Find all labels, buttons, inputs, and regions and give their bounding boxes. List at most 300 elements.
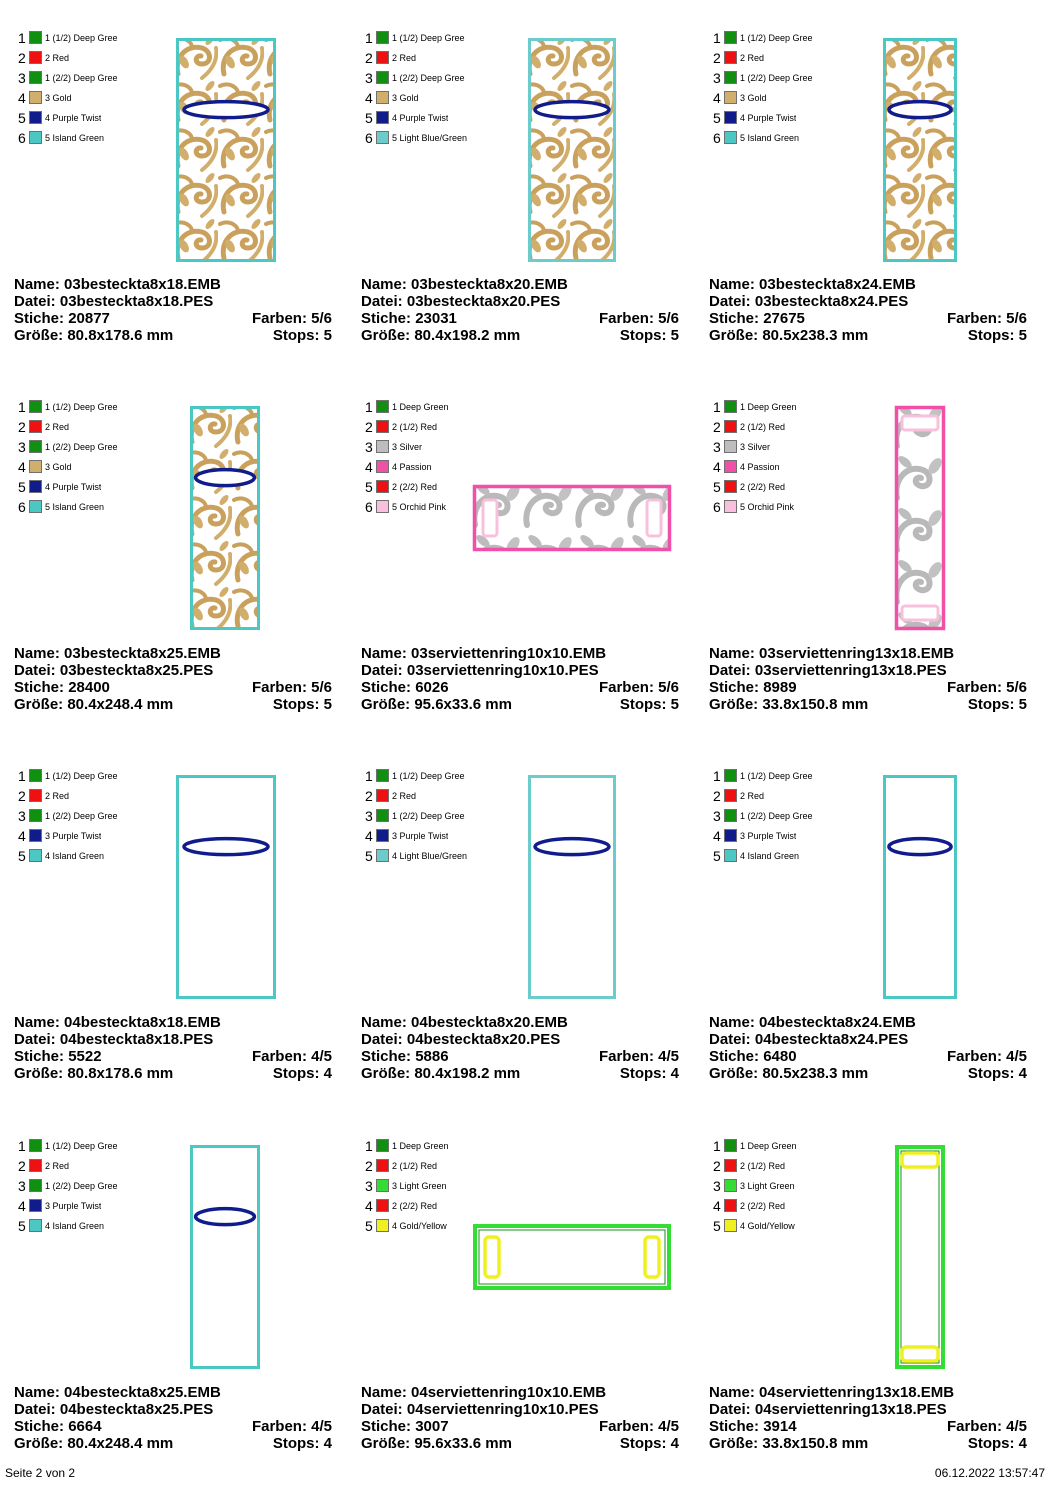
colors-label: Farben: [946, 310, 1002, 327]
thread-color-swatch [29, 31, 42, 44]
thread-index: 1 [713, 399, 721, 415]
design-name: 04besteckta8x25.EMB [64, 1384, 221, 1401]
stitch-count: 8989 [763, 679, 797, 696]
thread-index: 4 [713, 1198, 721, 1214]
thread-index: 2 [713, 788, 721, 804]
file-label: Datei: [709, 662, 751, 679]
design-card [361, 0, 701, 369]
thread-label: 4 Island Green [45, 1221, 105, 1231]
design-size: 80.5x238.3 mm [762, 327, 869, 344]
stitches-label: Stiche: [709, 679, 760, 696]
design-name: 03besteckta8x24.EMB [759, 276, 916, 293]
design-card [361, 1108, 701, 1477]
design-preview [172, 771, 280, 1003]
thread-label: 1 (1/2) Deep Gree [392, 33, 465, 43]
colors-label: Farben: [946, 1048, 1002, 1065]
thread-label: 2 (2/2) Red [392, 1201, 438, 1211]
design-size: 80.4x248.4 mm [67, 696, 174, 713]
size-label: Größe: [361, 1435, 411, 1452]
design-preview [879, 771, 961, 1003]
thread-label: 3 Silver [392, 442, 423, 452]
stitches-label: Stiche: [14, 1418, 65, 1435]
design-size: 95.6x33.6 mm [414, 1435, 512, 1452]
stitch-count: 5522 [68, 1048, 102, 1065]
stitch-count: 3007 [415, 1418, 449, 1435]
thread-index: 4 [18, 459, 26, 475]
thread-color-swatch [724, 111, 737, 124]
file-label: Datei: [361, 662, 403, 679]
thread-index: 5 [365, 1218, 373, 1234]
stitches-label: Stiche: [361, 310, 412, 327]
thread-label: 1 (2/2) Deep Gree [740, 811, 813, 821]
size-label: Größe: [14, 327, 64, 344]
thread-color-swatch [29, 51, 42, 64]
colors-label: Farben: [251, 1418, 307, 1435]
thread-index: 1 [365, 768, 373, 784]
cutlery-slot [535, 839, 609, 855]
thread-index: 2 [18, 419, 26, 435]
silver-swirl-fill [476, 488, 668, 548]
thread-index: 6 [365, 130, 373, 146]
thread-index: 1 [713, 768, 721, 784]
stops-label: Stops: [272, 696, 320, 713]
thread-color-swatch [724, 51, 737, 64]
file-label: Datei: [709, 293, 751, 310]
thread-index: 5 [365, 479, 373, 495]
thread-color-swatch [29, 460, 42, 473]
thread-label: 2 Red [45, 422, 70, 432]
thread-index: 3 [18, 70, 26, 86]
thread-color-swatch [376, 71, 389, 84]
thread-index: 3 [18, 1178, 26, 1194]
size-label: Größe: [361, 1065, 411, 1082]
thread-label: 3 Gold [45, 93, 72, 103]
thread-color-swatch [376, 440, 389, 453]
frame-inner-line [901, 1151, 939, 1363]
stops-label: Stops: [619, 327, 667, 344]
thread-color-swatch [29, 769, 42, 782]
thread-index: 5 [713, 479, 721, 495]
thread-index: 5 [713, 110, 721, 126]
color-count: 4/5 [311, 1048, 332, 1065]
thread-index: 4 [365, 1198, 373, 1214]
design-name: 03besteckta8x20.EMB [411, 276, 568, 293]
colors-label: Farben: [598, 1418, 654, 1435]
thread-color-swatch [724, 400, 737, 413]
design-size: 80.8x178.6 mm [67, 327, 174, 344]
thread-label: 4 Passion [392, 462, 432, 472]
stops-label: Stops: [967, 1065, 1015, 1082]
stop-count: 4 [323, 1065, 332, 1082]
frame-outline [475, 1226, 669, 1288]
size-label: Größe: [361, 696, 411, 713]
design-size: 80.4x198.2 mm [414, 327, 521, 344]
thread-color-swatch [376, 1219, 389, 1232]
thread-label: 4 Island Green [45, 851, 105, 861]
thread-index: 4 [713, 459, 721, 475]
thread-label: 2 (1/2) Red [392, 422, 438, 432]
thread-label: 2 (1/2) Red [740, 422, 786, 432]
file-label: Datei: [361, 1031, 403, 1048]
design-file: 04besteckta8x24.PES [754, 1031, 909, 1048]
stops-label: Stops: [619, 1065, 667, 1082]
thread-color-swatch [724, 440, 737, 453]
thread-index: 4 [365, 90, 373, 106]
design-file: 03serviettenring13x18.PES [754, 662, 947, 679]
color-count: 5/6 [311, 679, 332, 696]
stitches-label: Stiche: [709, 310, 760, 327]
thread-index: 1 [365, 399, 373, 415]
file-label: Datei: [14, 1031, 56, 1048]
design-card [361, 369, 701, 738]
design-card [14, 369, 354, 738]
thread-color-swatch [724, 91, 737, 104]
stitch-count: 27675 [763, 310, 805, 327]
thread-color-swatch [29, 829, 42, 842]
thread-index: 3 [365, 808, 373, 824]
thread-index: 5 [18, 110, 26, 126]
name-label: Name: [361, 1014, 407, 1031]
frame-outline [885, 777, 956, 998]
design-info [361, 1384, 679, 1452]
thread-label: 1 (2/2) Deep Gree [392, 73, 465, 83]
thread-label: 3 Gold [740, 93, 767, 103]
thread-color-swatch [376, 769, 389, 782]
design-info [709, 1384, 1027, 1452]
ring-slot [902, 416, 938, 430]
design-card [361, 738, 701, 1107]
thread-index: 2 [713, 50, 721, 66]
design-file: 03besteckta8x24.PES [754, 293, 909, 310]
thread-color-swatch [376, 31, 389, 44]
stops-label: Stops: [967, 696, 1015, 713]
thread-color-swatch [376, 1159, 389, 1172]
thread-label: 1 (1/2) Deep Gree [45, 771, 118, 781]
frame-outline [178, 777, 275, 998]
thread-index: 5 [18, 848, 26, 864]
design-file: 03serviettenring10x10.PES [406, 662, 599, 679]
thread-color-swatch [29, 71, 42, 84]
thread-index: 3 [365, 70, 373, 86]
thread-label: 1 (2/2) Deep Gree [740, 73, 813, 83]
design-info [361, 276, 679, 344]
colors-label: Farben: [598, 1048, 654, 1065]
thread-label: 2 (1/2) Red [392, 1161, 438, 1171]
thread-color-swatch [724, 1219, 737, 1232]
thread-color-swatch [29, 111, 42, 124]
thread-color-swatch [376, 809, 389, 822]
stitches-label: Stiche: [361, 1418, 412, 1435]
color-count: 5/6 [1006, 310, 1027, 327]
colors-label: Farben: [946, 1418, 1002, 1435]
design-file: 04besteckta8x18.PES [59, 1031, 214, 1048]
stitch-count: 6480 [763, 1048, 797, 1065]
design-preview [172, 34, 280, 266]
thread-color-swatch [29, 789, 42, 802]
design-name: 03serviettenring10x10.EMB [411, 645, 607, 662]
thread-label: 4 Purple Twist [392, 113, 449, 123]
design-name: 04serviettenring13x18.EMB [759, 1384, 955, 1401]
name-label: Name: [14, 645, 60, 662]
thread-label: 4 Purple Twist [45, 113, 102, 123]
name-label: Name: [709, 1384, 755, 1401]
thread-label: 3 Light Green [740, 1181, 795, 1191]
thread-label: 5 Orchid Pink [392, 502, 447, 512]
stop-count: 5 [1018, 327, 1027, 344]
thread-color-swatch [376, 849, 389, 862]
cutlery-slot [196, 1209, 255, 1225]
gold-swirl-fill [531, 41, 613, 259]
thread-index: 2 [365, 788, 373, 804]
thread-index: 1 [713, 30, 721, 46]
thread-label: 2 Red [392, 791, 417, 801]
thread-label: 2 (2/2) Red [740, 1201, 786, 1211]
thread-color-swatch [29, 500, 42, 513]
thread-label: 5 Orchid Pink [740, 502, 795, 512]
thread-color-swatch [724, 31, 737, 44]
thread-color-swatch [376, 789, 389, 802]
thread-label: 3 Light Green [392, 1181, 447, 1191]
thread-color-swatch [376, 460, 389, 473]
thread-index: 5 [365, 110, 373, 126]
thread-index: 2 [365, 1158, 373, 1174]
file-label: Datei: [709, 1031, 751, 1048]
stop-count: 4 [670, 1065, 679, 1082]
thread-color-swatch [29, 91, 42, 104]
design-file: 04serviettenring10x10.PES [406, 1401, 599, 1418]
stitch-count: 6026 [415, 679, 449, 696]
thread-label: 3 Gold [392, 93, 419, 103]
thread-color-swatch [29, 480, 42, 493]
thread-index: 6 [18, 499, 26, 515]
stop-count: 5 [323, 696, 332, 713]
thread-color-swatch [29, 420, 42, 433]
design-info [361, 1014, 679, 1082]
name-label: Name: [361, 276, 407, 293]
thread-label: 3 Purple Twist [45, 1201, 102, 1211]
gold-swirl-fill [886, 41, 954, 259]
thread-color-swatch [724, 460, 737, 473]
design-name: 04besteckta8x20.EMB [411, 1014, 568, 1031]
ring-slot [902, 1153, 938, 1167]
thread-color-swatch [29, 1159, 42, 1172]
ring-slot [902, 606, 938, 620]
stop-count: 5 [323, 327, 332, 344]
name-label: Name: [709, 276, 755, 293]
design-size: 95.6x33.6 mm [414, 696, 512, 713]
stop-count: 5 [670, 696, 679, 713]
thread-index: 1 [18, 1138, 26, 1154]
thread-label: 1 Deep Green [392, 402, 449, 412]
file-label: Datei: [361, 1401, 403, 1418]
thread-color-swatch [724, 1139, 737, 1152]
thread-index: 2 [18, 788, 26, 804]
design-card [14, 0, 354, 369]
thread-index: 5 [713, 848, 721, 864]
design-info [709, 645, 1027, 713]
thread-label: 1 (1/2) Deep Gree [45, 1141, 118, 1151]
design-preview [186, 1141, 264, 1373]
footer-page-number: Seite 2 von 2 [5, 1466, 76, 1480]
thread-label: 4 Light Blue/Green [392, 851, 468, 861]
thread-label: 5 Island Green [45, 502, 105, 512]
color-count: 4/5 [311, 1418, 332, 1435]
design-name: 03besteckta8x25.EMB [64, 645, 221, 662]
thread-label: 1 (2/2) Deep Gree [45, 442, 118, 452]
stops-label: Stops: [272, 1435, 320, 1452]
colors-label: Farben: [251, 679, 307, 696]
design-file: 03besteckta8x18.PES [59, 293, 214, 310]
design-size: 80.4x248.4 mm [67, 1435, 174, 1452]
size-label: Größe: [14, 1065, 64, 1082]
color-count: 5/6 [658, 679, 679, 696]
name-label: Name: [709, 1014, 755, 1031]
stops-label: Stops: [272, 327, 320, 344]
thread-color-swatch [724, 1159, 737, 1172]
thread-index: 4 [18, 828, 26, 844]
design-card [14, 738, 354, 1107]
thread-label: 4 Island Green [740, 851, 800, 861]
color-count: 5/6 [311, 310, 332, 327]
design-preview [524, 34, 620, 266]
design-size: 80.4x198.2 mm [414, 1065, 521, 1082]
thread-label: 1 (2/2) Deep Gree [45, 73, 118, 83]
thread-index: 6 [713, 499, 721, 515]
thread-color-swatch [376, 1139, 389, 1152]
stop-count: 4 [1018, 1435, 1027, 1452]
stops-label: Stops: [619, 696, 667, 713]
thread-color-swatch [724, 131, 737, 144]
thread-index: 6 [18, 130, 26, 146]
thread-color-swatch [29, 1219, 42, 1232]
design-preview [891, 402, 949, 634]
thread-label: 2 Red [45, 1161, 70, 1171]
design-name: 03serviettenring13x18.EMB [759, 645, 955, 662]
ring-slot [485, 1237, 499, 1277]
design-name: 04besteckta8x24.EMB [759, 1014, 916, 1031]
thread-index: 1 [365, 1138, 373, 1154]
stop-count: 5 [670, 327, 679, 344]
size-label: Größe: [14, 1435, 64, 1452]
stops-label: Stops: [967, 1435, 1015, 1452]
design-preview [469, 481, 675, 555]
frame-inner-line [479, 1230, 665, 1284]
thread-label: 2 Red [45, 791, 70, 801]
cutlery-slot [889, 102, 951, 118]
design-file: 04serviettenring13x18.PES [754, 1401, 947, 1418]
design-info [361, 645, 679, 713]
thread-index: 4 [18, 90, 26, 106]
silver-swirl-fill [898, 409, 942, 627]
thread-color-swatch [376, 1179, 389, 1192]
colors-label: Farben: [598, 679, 654, 696]
thread-label: 2 (2/2) Red [740, 482, 786, 492]
cutlery-slot [196, 470, 255, 486]
name-label: Name: [14, 276, 60, 293]
stop-count: 5 [1018, 696, 1027, 713]
size-label: Größe: [361, 327, 411, 344]
thread-label: 1 (2/2) Deep Gree [45, 1181, 118, 1191]
thread-index: 4 [713, 828, 721, 844]
color-count: 5/6 [658, 310, 679, 327]
thread-label: 2 Red [740, 53, 765, 63]
file-label: Datei: [709, 1401, 751, 1418]
design-preview [891, 1141, 949, 1373]
color-count: 4/5 [658, 1418, 679, 1435]
thread-color-swatch [376, 500, 389, 513]
thread-label: 1 (2/2) Deep Gree [45, 811, 118, 821]
thread-index: 3 [18, 439, 26, 455]
name-label: Name: [709, 645, 755, 662]
size-label: Größe: [709, 327, 759, 344]
thread-label: 3 Purple Twist [392, 831, 449, 841]
design-size: 80.8x178.6 mm [67, 1065, 174, 1082]
color-count: 4/5 [1006, 1418, 1027, 1435]
colors-label: Farben: [598, 310, 654, 327]
gold-swirl-fill [193, 409, 257, 627]
stops-label: Stops: [619, 1435, 667, 1452]
design-info [709, 1014, 1027, 1082]
thread-color-swatch [724, 480, 737, 493]
thread-color-swatch [724, 500, 737, 513]
thread-label: 2 (2/2) Red [392, 482, 438, 492]
stop-count: 4 [323, 1435, 332, 1452]
design-file: 03besteckta8x25.PES [59, 662, 214, 679]
thread-label: 3 Purple Twist [45, 831, 102, 841]
thread-color-swatch [376, 51, 389, 64]
design-card [14, 1108, 354, 1477]
name-label: Name: [14, 1384, 60, 1401]
design-size: 33.8x150.8 mm [762, 1435, 869, 1452]
thread-label: 1 (1/2) Deep Gree [740, 771, 813, 781]
thread-index: 4 [365, 828, 373, 844]
thread-label: 3 Silver [740, 442, 771, 452]
file-label: Datei: [361, 293, 403, 310]
thread-label: 2 Red [45, 53, 70, 63]
design-name: 03besteckta8x18.EMB [64, 276, 221, 293]
thread-color-swatch [724, 1179, 737, 1192]
thread-index: 6 [713, 130, 721, 146]
thread-color-swatch [29, 440, 42, 453]
thread-label: 2 (1/2) Red [740, 1161, 786, 1171]
design-preview [469, 1220, 675, 1294]
design-size: 80.5x238.3 mm [762, 1065, 869, 1082]
thread-color-swatch [29, 1199, 42, 1212]
thread-index: 2 [18, 1158, 26, 1174]
thread-index: 2 [18, 50, 26, 66]
size-label: Größe: [14, 696, 64, 713]
thread-label: 5 Light Blue/Green [392, 133, 468, 143]
stops-label: Stops: [272, 1065, 320, 1082]
design-preview [524, 771, 620, 1003]
thread-label: 4 Purple Twist [45, 482, 102, 492]
thread-index: 2 [365, 419, 373, 435]
design-file: 04besteckta8x20.PES [406, 1031, 561, 1048]
color-count: 4/5 [658, 1048, 679, 1065]
thread-index: 2 [713, 419, 721, 435]
thread-color-swatch [376, 420, 389, 433]
thread-color-swatch [724, 809, 737, 822]
gold-swirl-fill [179, 41, 273, 259]
design-card [709, 738, 1049, 1107]
thread-color-swatch [376, 400, 389, 413]
stitches-label: Stiche: [709, 1048, 760, 1065]
stitches-label: Stiche: [361, 1048, 412, 1065]
design-info [709, 276, 1027, 344]
thread-color-swatch [724, 789, 737, 802]
color-count: 4/5 [1006, 1048, 1027, 1065]
ring-slot [645, 1237, 659, 1277]
